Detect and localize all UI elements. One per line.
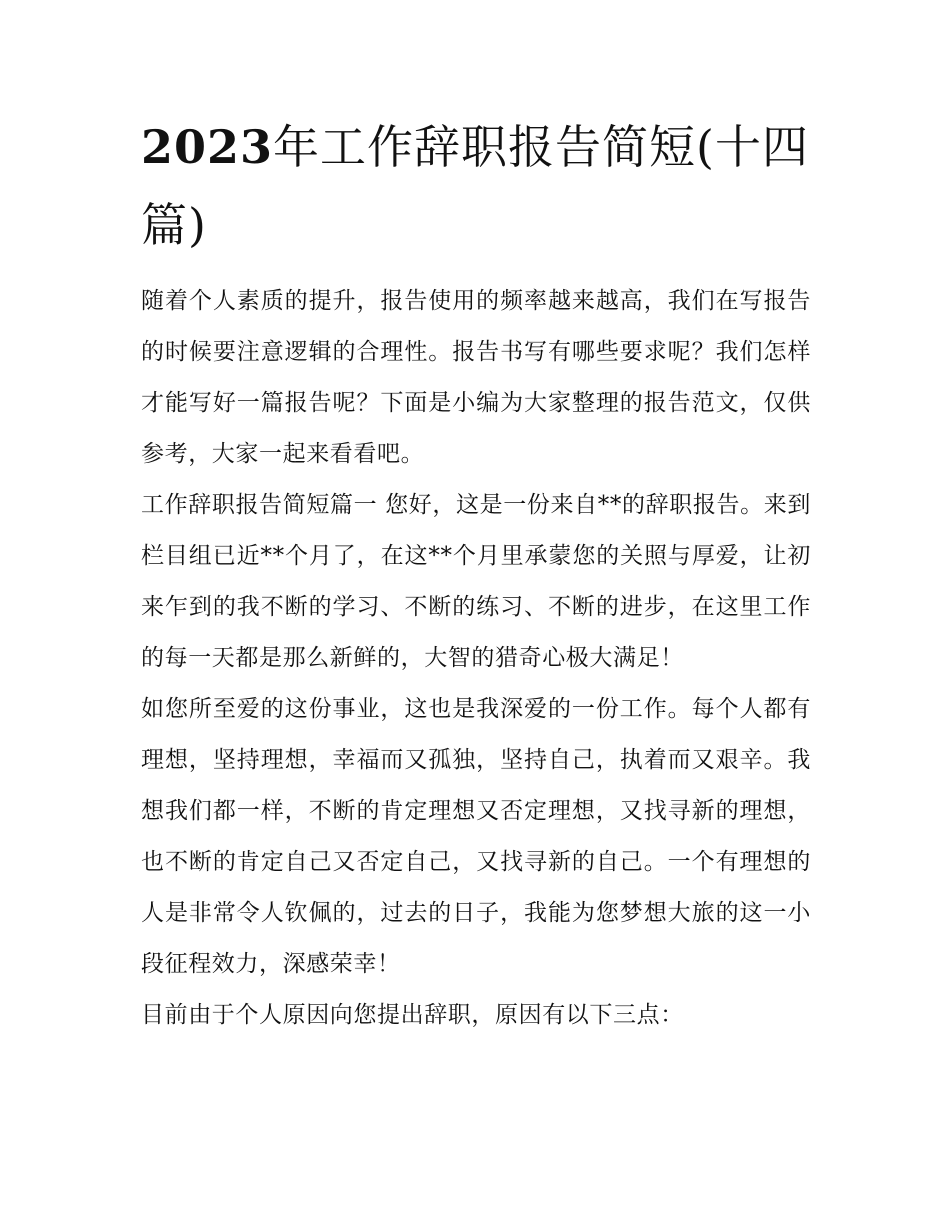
paragraph-letter-opening: 工作辞职报告简短篇一 您好，这是一份来自**的辞职报告。来到栏目组已近**个月了，在这**个月里承蒙您的关照与厚爱，让初来乍到的我不断的学习、不断的练习、不断的进步，在这里工作的每一天都是那么新鲜的，大智的猎奇心极大满足！ [141, 492, 811, 671]
paragraph-intro: 随着个人素质的提升，报告使用的频率越来越高，我们在写报告的时候要注意逻辑的合理性。报告书写有哪些要求呢？我们怎样才能写好一篇报告呢？下面是小编为大家整理的报告范文，仅供参考，大家一起来看看吧。 [141, 288, 811, 467]
title-text: 年工作辞职报告简短(十四篇) [141, 120, 809, 252]
title-year: 2023 [141, 120, 274, 174]
paragraph-reasons: 目前由于个人原因向您提出辞职，原因有以下三点： [141, 1002, 684, 1028]
document-body [141, 276, 811, 1041]
paragraph-ideals: 如您所至爱的这份事业，这也是我深爱的一份工作。每个人都有理想，坚持理想，幸福而又孤独，坚持自己，执着而又艰辛。我想我们都一样，不断的肯定理想又否定理想，又找寻新的理想，也不断的肯定自己又否定自己，又找寻新的自己。一个有理想的人是非常令人钦佩的，过去的日子，我能为您梦想大旅的这一小段征程效力，深感荣幸！ [141, 696, 811, 977]
document-page [141, 108, 811, 1041]
document-title [141, 108, 811, 264]
